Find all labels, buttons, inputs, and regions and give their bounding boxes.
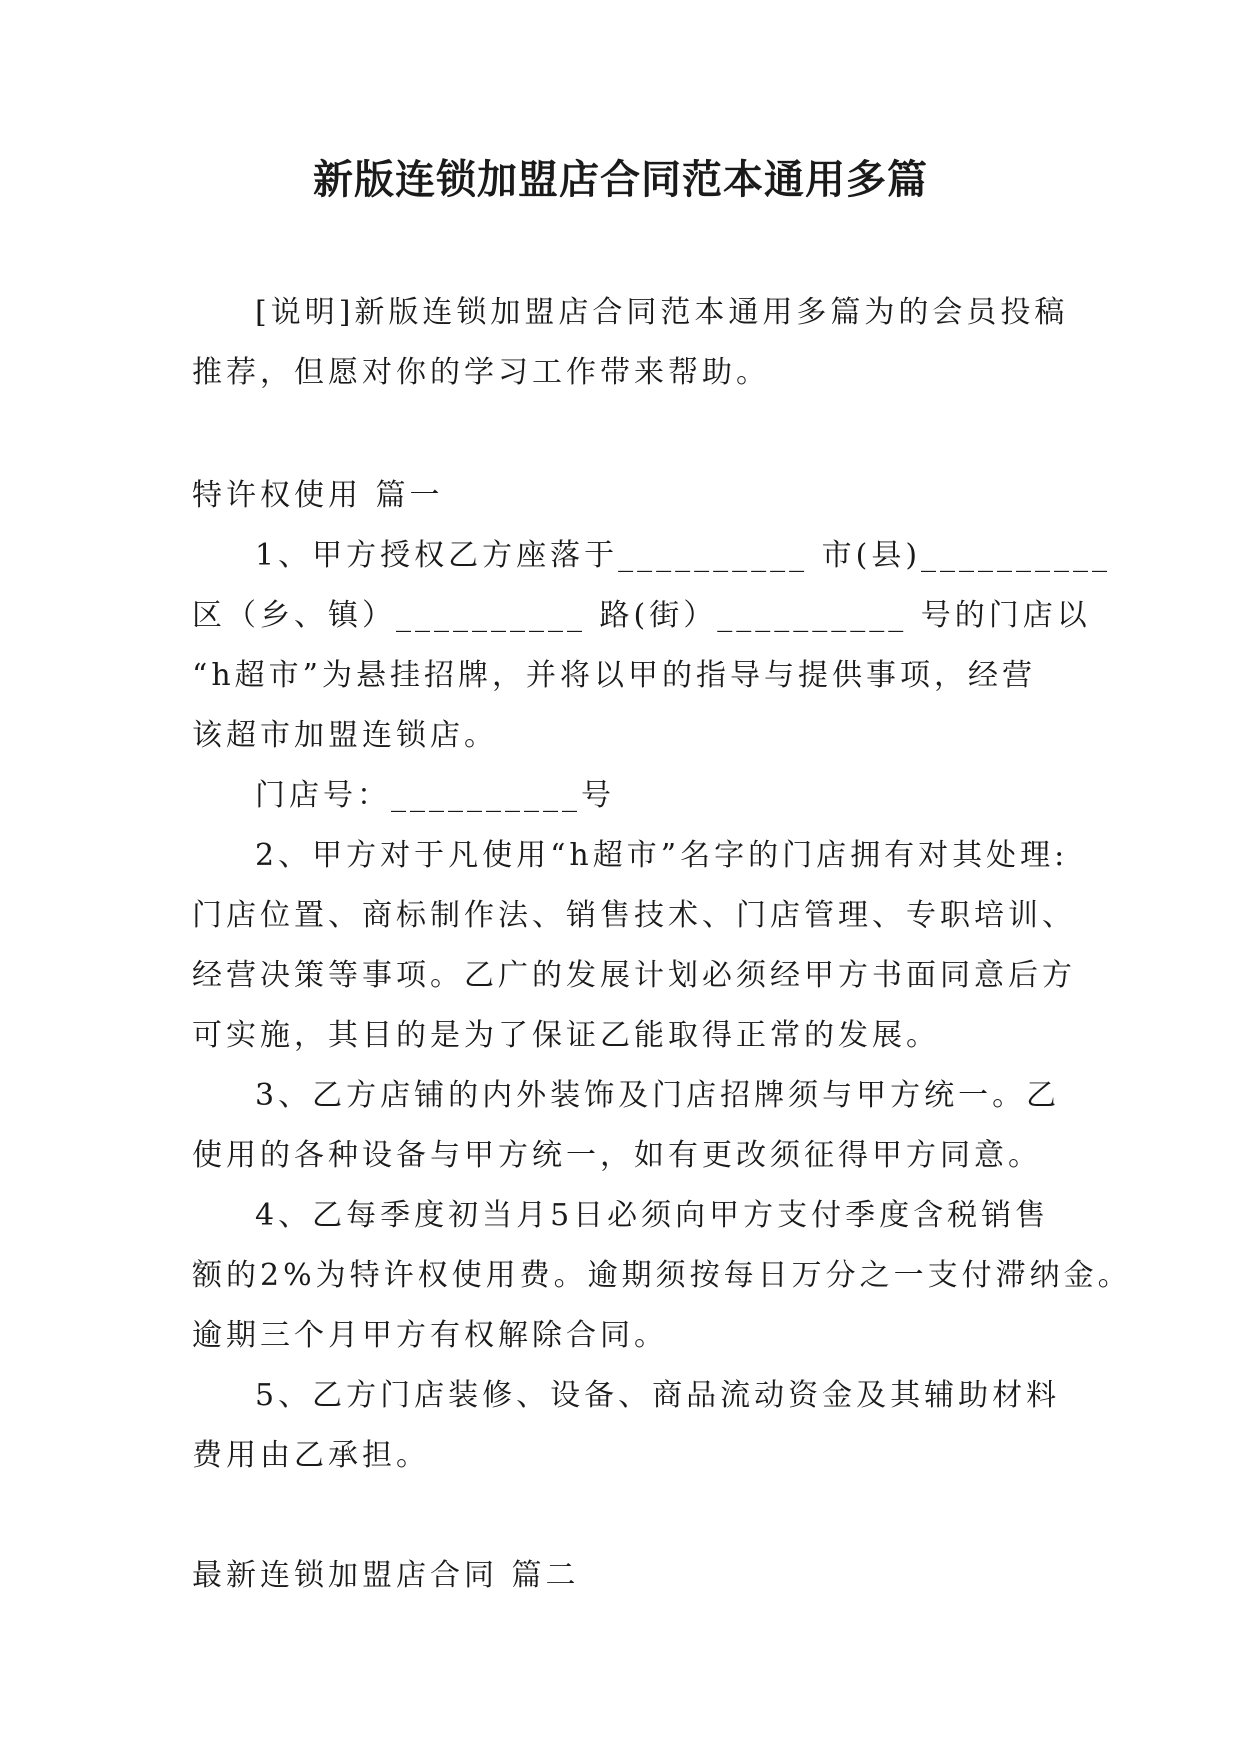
section-heading-1: 特许权使用 篇一 [192, 478, 444, 513]
clause-5-line-1: 5、乙方门店装修、设备、商品流动资金及其辅助材料 [255, 1378, 1061, 1413]
clause-1-line-2: 区（乡、镇）__________ 路(街）__________ 号的门店以 [192, 598, 1091, 633]
clause-1-line-3: “h超市”为悬挂招牌，并将以甲的指导与提供事项，经营 [192, 658, 1036, 693]
store-number-line: 门店号：__________号 [255, 778, 615, 813]
section-heading-2: 最新连锁加盟店合同 篇二 [192, 1558, 580, 1593]
clause-2-line-3: 经营决策等事项。乙广的发展计划必须经甲方书面同意后方 [192, 958, 1076, 993]
clause-2-line-4: 可实施，其目的是为了保证乙能取得正常的发展。 [192, 1018, 940, 1053]
intro-line-2: 推荐，但愿对你的学习工作带来帮助。 [192, 355, 770, 390]
clause-2-line-1: 2、甲方对于凡使用“h超市”名字的门店拥有对其处理: [255, 838, 1069, 873]
clause-1-line-4: 该超市加盟连锁店。 [192, 718, 498, 753]
clause-5-line-2: 费用由乙承担。 [192, 1438, 430, 1473]
document-title: 新版连锁加盟店合同范本通用多篇 [313, 156, 928, 203]
clause-3-line-1: 3、乙方店铺的内外装饰及门店招牌须与甲方统一。乙 [255, 1078, 1061, 1113]
clause-1-line-1: 1、甲方授权乙方座落于__________ 市(县)__________ [255, 538, 1112, 573]
clause-4-line-3: 逾期三个月甲方有权解除合同。 [192, 1318, 668, 1353]
clause-3-line-2: 使用的各种设备与甲方统一，如有更改须征得甲方同意。 [192, 1138, 1042, 1173]
clause-4-line-2: 额的2%为特许权使用费。逾期须按每日万分之一支付滞纳金。 [192, 1258, 1132, 1293]
intro-line-1: [说明]新版连锁加盟店合同范本通用多篇为的会员投稿 [255, 295, 1069, 330]
clause-2-line-2: 门店位置、商标制作法、销售技术、门店管理、专职培训、 [192, 898, 1076, 933]
clause-4-line-1: 4、乙每季度初当月5日必须向甲方支付季度含税销售 [255, 1198, 1050, 1233]
